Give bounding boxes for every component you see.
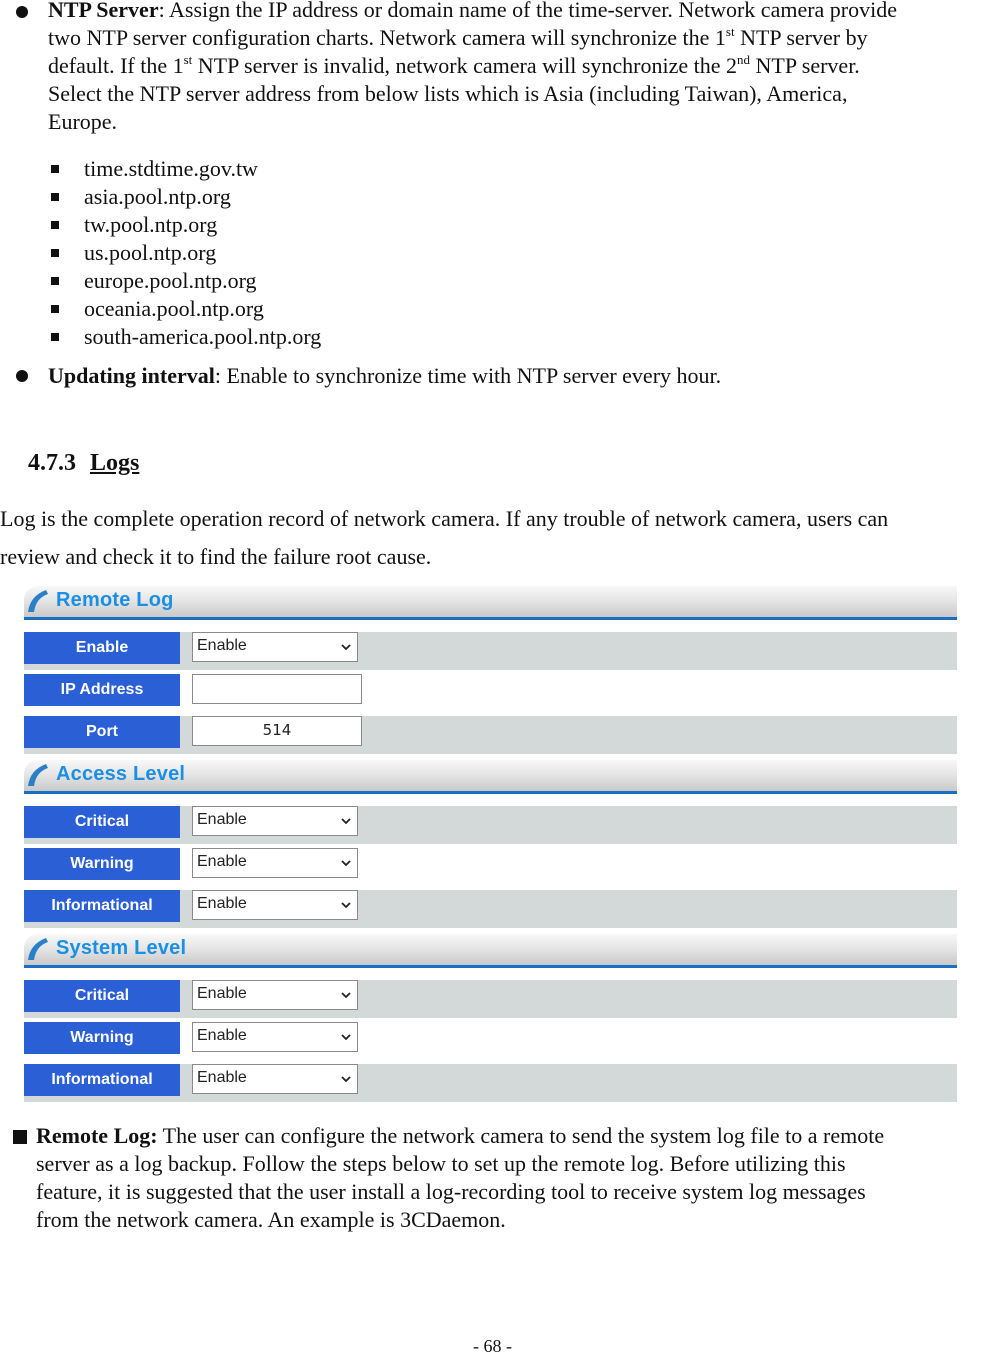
square-bullet-icon [51,333,59,341]
ntp-server-paragraph: NTP Server: Assign the IP address or domain name of the time-server. Network camera provide two NTP server configuration charts. Network camera will synchronize the 1st NTP server by default. If the 1st NTP server is invalid, network camera will synchronize the 2nd NTP server. Select the NTP server address from below lists which is Asia (including Taiwan), America, Europe. [48,0,985,136]
informational-label: Informational [24,890,180,922]
list-item: tw.pool.ntp.org [84,212,218,237]
chevron-down-icon [341,642,351,652]
enable-select[interactable]: Enable [192,632,358,662]
access-warning-select[interactable]: Enable [192,848,358,878]
updating-interval-term: Updating interval [48,363,215,388]
chevron-down-icon [341,816,351,826]
system-critical-row [24,980,957,1018]
access-level-title: Access Level [56,763,186,785]
port-label: Port [24,716,180,748]
remote-log-description: Remote Log: The user can configure the network camera to send the system log file to a remote server as a log backup. Follow the steps below to set up the remote log. Before utilizing this feature, it is suggested that the user install a log-recording tool to receive system log messages from the network camera. An example is 3CDaemon. [36,1123,885,1232]
critical-label: Critical [24,980,180,1012]
swoosh-icon [26,936,48,962]
system-level-title: System Level [56,937,187,959]
swoosh-icon [26,588,48,614]
access-level-section-header [24,760,957,794]
bullet-dot-icon [16,6,28,18]
square-bullet-icon [51,193,59,201]
chevron-down-icon [341,1032,351,1042]
remote-log-ip-row [24,674,957,712]
log-settings-panel [24,586,957,1102]
list-item: oceania.pool.ntp.org [84,296,264,321]
system-level-section-header [24,934,957,968]
section-title: Logs [90,450,140,476]
ip-address-label: IP Address [24,674,180,706]
critical-label: Critical [24,806,180,838]
swoosh-icon [26,762,48,788]
remote-log-term: Remote Log: [36,1123,158,1148]
logs-intro-paragraph: Log is the complete operation record of network camera. If any trouble of network camera, users can review and check it to find the failure root cause. [0,506,889,569]
chevron-down-icon [341,990,351,1000]
system-critical-select[interactable]: Enable [192,980,358,1010]
access-informational-row [24,890,957,928]
remote-log-title: Remote Log [56,589,174,611]
square-bullet-icon [51,221,59,229]
chevron-down-icon [341,858,351,868]
chevron-down-icon [341,900,351,910]
square-bullet-icon [51,165,59,173]
section-heading [28,450,139,477]
system-informational-select[interactable]: Enable [192,1064,358,1094]
access-critical-row [24,806,957,844]
remote-log-port-row [24,716,957,754]
bullet-dot-icon [16,370,28,382]
list-item: time.stdtime.gov.tw [84,156,258,181]
square-bullet-icon [13,1130,27,1144]
system-informational-row [24,1064,957,1102]
square-bullet-icon [51,277,59,285]
access-informational-select[interactable]: Enable [192,890,358,920]
section-number: 4.7.3 [28,450,76,476]
access-critical-select[interactable]: Enable [192,806,358,836]
chevron-down-icon [341,1074,351,1084]
updating-interval-paragraph: Updating interval: Enable to synchronize time with NTP server every hour. [48,363,722,388]
enable-label: Enable [24,632,180,664]
list-item: us.pool.ntp.org [84,240,217,265]
port-input[interactable]: 514 [192,716,362,746]
system-warning-select[interactable]: Enable [192,1022,358,1052]
ip-address-input[interactable] [192,674,362,704]
square-bullet-icon [51,249,59,257]
warning-label: Warning [24,1022,180,1054]
square-bullet-icon [51,305,59,313]
list-item: south-america.pool.ntp.org [84,324,322,349]
remote-log-enable-row [24,632,957,670]
page-number: - 68 - [473,1336,512,1356]
list-item: asia.pool.ntp.org [84,184,231,209]
informational-label: Informational [24,1064,180,1096]
remote-log-section-header [24,586,957,620]
system-warning-row [24,1022,957,1060]
access-warning-row [24,848,957,886]
ntp-server-term: NTP Server [48,0,159,22]
warning-label: Warning [24,848,180,880]
list-item: europe.pool.ntp.org [84,268,257,293]
